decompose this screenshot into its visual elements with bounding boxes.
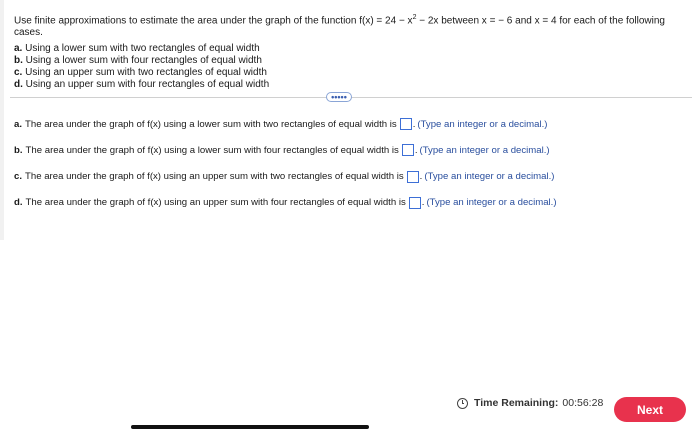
answer-input-b[interactable] [402,144,414,156]
time-remaining [457,397,603,409]
next-button[interactable]: Next [614,397,686,422]
answer-hint-b: (Type an integer or a decimal.) [419,144,550,156]
answer-input-a[interactable] [400,118,412,130]
timer-label: Time Remaining: [474,397,559,409]
answer-row-d: d. The area under the graph of f(x) using an upper sum with four rectangles of equal width is . (Type an integer or a decimal.) [14,197,557,209]
answer-hint-c: (Type an integer or a decimal.) [424,171,555,183]
answer-row-a: a. The area under the graph of f(x) using a lower sum with two rectangles of equal width is . (Type an integer or a decimal.) [14,118,548,130]
answer-hint-a: (Type an integer or a decimal.) [417,118,548,130]
question-panel [14,12,694,91]
home-indicator [131,425,369,429]
case-b: b. Using a lower sum with four rectangles of equal width [14,55,262,67]
expand-more-button[interactable] [326,92,352,102]
answer-hint-d: (Type an integer or a decimal.) [426,197,557,209]
question-stem: Use finite approximations to estimate the area under the graph of the function $f(x) = 24 - x^2 - 2x$ between x = − 6 and x = 4 for each of the following cases. [14,14,665,39]
case-d: d. Using an upper sum with four rectangles of equal width [14,79,270,91]
more-dots-icon: ••••• [331,92,347,102]
answer-row-c: c. The area under the graph of f(x) using an upper sum with two rectangles of equal width is . (Type an integer or a decimal.) [14,171,555,183]
answer-input-d[interactable] [409,197,421,209]
answers-panel [14,117,694,222]
answer-row-b: b. The area under the graph of f(x) using a lower sum with four rectangles of equal width is . (Type an integer or a decimal.) [14,144,550,156]
case-c: c. Using an upper sum with two rectangles of equal width [14,67,267,79]
answer-input-c[interactable] [407,171,419,183]
left-edge-strip [0,0,4,240]
timer-value: 00:56:28 [562,397,604,409]
clock-icon [457,398,468,409]
case-a: a. Using a lower sum with two rectangles of equal width [14,43,260,55]
